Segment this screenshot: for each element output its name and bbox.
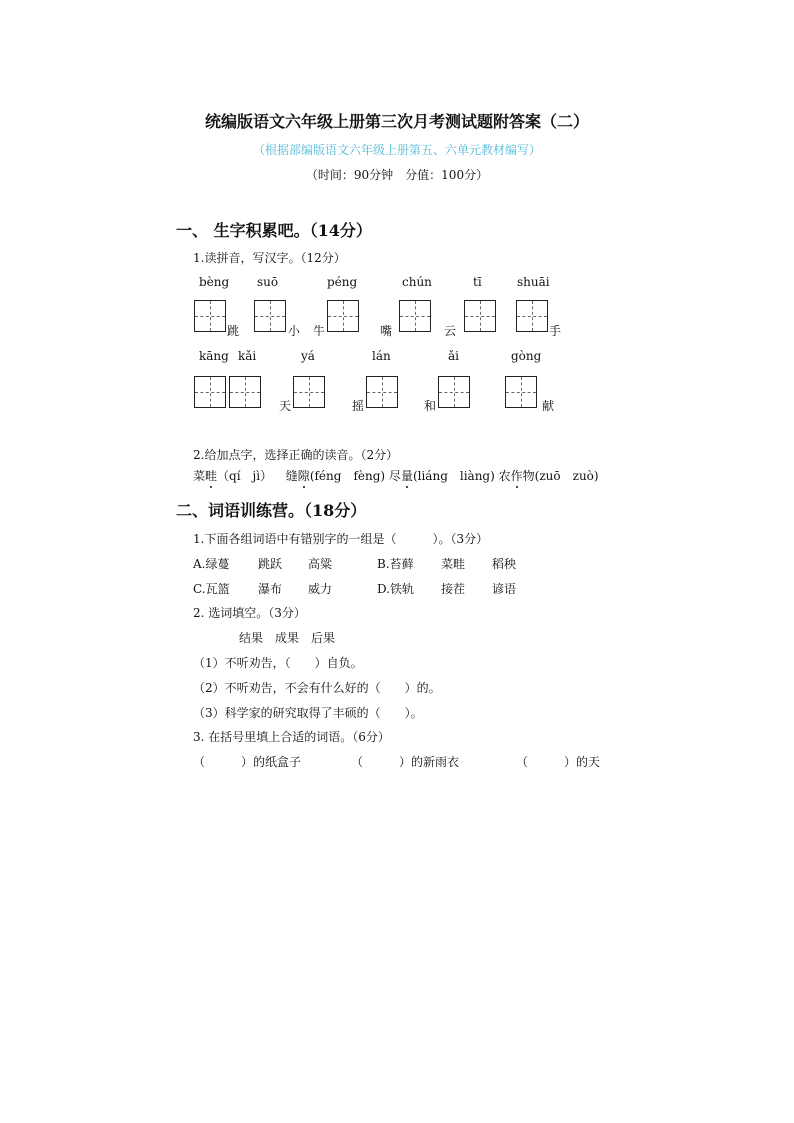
- item2-pre: 缝: [285, 469, 298, 483]
- page-subtitle: （根据部编版语文六年级上册第五、六单元教材编写）: [252, 143, 541, 157]
- option-d-3: 谚语: [492, 582, 517, 596]
- option-c-1: C.瓦篮: [193, 582, 230, 596]
- option-d-2: 接茬: [441, 582, 466, 596]
- word-xiao: 小: [288, 324, 301, 338]
- pinyin-kang: kāng: [199, 349, 229, 363]
- s1-q1-prompt: 1.读拼音，写汉字。（12分）: [193, 251, 346, 265]
- s1-q2-prompt: 2.给加点字，选择正确的读音。（2分）: [193, 448, 399, 462]
- pinyin-peng: péng: [327, 275, 358, 289]
- fill-blank-2: （ ）的新雨衣: [351, 755, 460, 769]
- option-b-1: B.苔藓: [377, 557, 414, 571]
- item4-dotted: 作: [510, 469, 523, 483]
- writing-box[interactable]: [516, 300, 548, 332]
- pinyin-ya: yá: [301, 349, 315, 363]
- option-a-2: 跳跃: [258, 557, 283, 571]
- word-yao: 摇: [352, 399, 365, 413]
- pinyin-gong: gòng: [511, 349, 542, 363]
- word-tiao: 跳: [227, 324, 240, 338]
- fill-sentence-3: （3）科学家的研究取得了丰硕的（ ）。: [193, 706, 423, 720]
- pinyin-kai: kǎi: [238, 349, 257, 363]
- fill-sentence-1: （1）不听劝告，（ ）自负。: [193, 656, 363, 670]
- writing-box[interactable]: [194, 376, 226, 408]
- item3-post: (liáng liàng): [412, 469, 495, 483]
- pinyin-beng: bèng: [199, 275, 230, 289]
- s1-q2-items: [193, 467, 599, 484]
- word-xian: 献: [542, 399, 555, 413]
- item1-pre: 菜: [193, 469, 206, 483]
- s2-q3-prompt: 3. 在括号里填上合适的词语。（6分）: [193, 730, 390, 744]
- word-niu: 牛: [313, 324, 326, 338]
- option-b-3: 稻秧: [492, 557, 517, 571]
- word-shou: 手: [549, 324, 562, 338]
- item1-post: （qí jì）: [217, 469, 273, 483]
- writing-box[interactable]: [229, 376, 261, 408]
- item2-dotted: 隙: [297, 469, 310, 483]
- option-a-1: A.绿蔓: [193, 557, 230, 571]
- fill-sentence-2: （2）不听劝告，不会有什么好的（ ）的。: [193, 681, 441, 695]
- pinyin-suo: suō: [257, 275, 279, 289]
- section-1-heading: 一、 生字积累吧。（14分）: [176, 221, 372, 240]
- fill-blank-3: （ ）的天: [516, 755, 601, 769]
- item2-post: (féng fèng): [309, 469, 386, 483]
- word-zui: 嘴: [380, 324, 393, 338]
- option-c-3: 威力: [308, 582, 333, 596]
- page-title: 统编版语文六年级上册第三次月考测试题附答案（二）: [204, 112, 589, 131]
- option-b-2: 菜畦: [441, 557, 466, 571]
- word-choices: 结果 成果 后果: [239, 631, 336, 645]
- word-he: 和: [424, 399, 437, 413]
- option-c-2: 瀑布: [258, 582, 283, 596]
- writing-box[interactable]: [254, 300, 286, 332]
- writing-box[interactable]: [505, 376, 537, 408]
- writing-box[interactable]: [366, 376, 398, 408]
- item4-pre: 农: [498, 469, 511, 483]
- option-a-3: 高粱: [308, 557, 333, 571]
- pinyin-ai: ǎi: [448, 349, 459, 363]
- section-2-heading: 二、词语训练营。（18分）: [176, 501, 367, 520]
- writing-box[interactable]: [327, 300, 359, 332]
- writing-box[interactable]: [293, 376, 325, 408]
- option-d-1: D.铁轨: [377, 582, 415, 596]
- exam-meta: （时间：90分钟 分值：100分）: [305, 168, 489, 182]
- writing-box[interactable]: [438, 376, 470, 408]
- word-yun: 云: [444, 324, 457, 338]
- item4-post: 物(zuō zuò): [522, 469, 599, 483]
- item1-dotted: 畦: [205, 469, 218, 483]
- fill-blank-1: （ ）的纸盒子: [193, 755, 302, 769]
- item3-dotted: 量: [400, 469, 413, 483]
- pinyin-lan: lán: [372, 349, 391, 363]
- pinyin-ti: tī: [473, 275, 482, 289]
- writing-box[interactable]: [464, 300, 496, 332]
- writing-box[interactable]: [399, 300, 431, 332]
- item3-pre: 尽: [388, 469, 401, 483]
- pinyin-shuai: shuāi: [517, 275, 550, 289]
- writing-box[interactable]: [194, 300, 226, 332]
- word-tian: 天: [279, 399, 292, 413]
- s2-q2-prompt: 2. 选词填空。（3分）: [193, 606, 306, 620]
- pinyin-chun: chún: [402, 275, 432, 289]
- s2-q1-prompt: 1.下面各组词语中有错别字的一组是（ ）。（3分）: [193, 532, 489, 546]
